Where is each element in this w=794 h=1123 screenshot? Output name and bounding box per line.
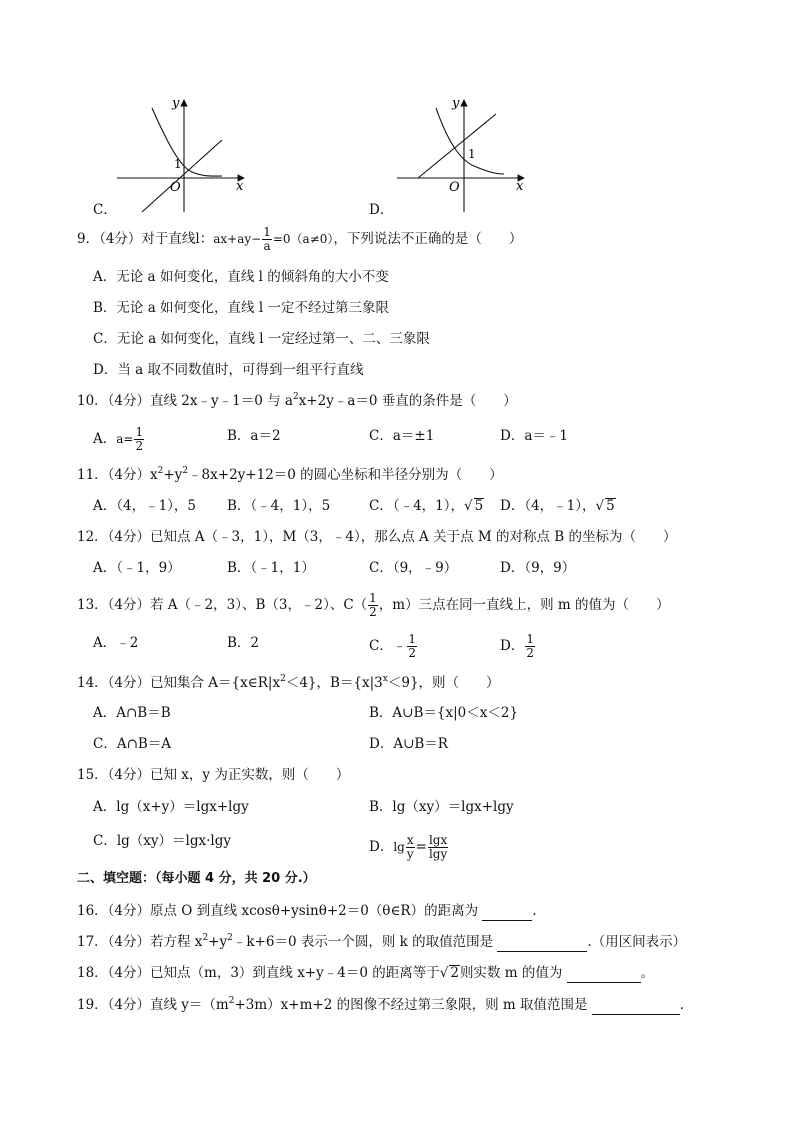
q19-stem-b: +3m）x+m+2 的图像不经过第三象限，则 m 取值范围是 bbox=[234, 997, 588, 1013]
origin-label: O bbox=[449, 180, 460, 195]
q11-option-d: D．（4，﹣1），√ 5 bbox=[500, 498, 615, 514]
q13-den: 2 bbox=[369, 605, 377, 619]
q19-stem-a: 19．（4分）直线 y＝（m bbox=[77, 997, 229, 1013]
q11-option-d-radicand: 5 bbox=[606, 498, 615, 514]
q13-option-d-frac bbox=[525, 633, 535, 660]
exponential-curve bbox=[436, 108, 504, 174]
q13-stem-b: ，m）三点在同一直线上，则 m 的值为（ ） bbox=[378, 597, 670, 613]
q19-end: ． bbox=[679, 997, 694, 1013]
q13-stem-a: 13．（4分）若 A（﹣2，3）、B（3，﹣2）、C（ bbox=[77, 597, 368, 613]
q13-d-den: 2 bbox=[526, 646, 534, 660]
q17-sup2: 2 bbox=[227, 933, 233, 943]
q10-option-a-pre: A． bbox=[93, 431, 117, 447]
q15-option-a: A．lg（x+y）＝lgx+lgy bbox=[93, 799, 249, 815]
q10-stem bbox=[77, 391, 517, 411]
q17-stem bbox=[77, 932, 686, 952]
one-label: 1 bbox=[468, 147, 476, 161]
q11-sup1: 2 bbox=[157, 466, 164, 476]
q18-end: 。 bbox=[640, 965, 655, 981]
q10-a-den: 2 bbox=[135, 439, 144, 453]
line bbox=[418, 114, 496, 178]
q9-option-c: C．无论 a 如何变化，直线 l 一定经过第一、二、三象限 bbox=[93, 331, 430, 347]
q10-sup: 2 bbox=[292, 392, 299, 402]
q9-stem-a: 9．（4分）对于直线l： bbox=[77, 231, 214, 247]
q14-option-a: A．A∩B＝B bbox=[93, 705, 171, 721]
q15-d-num1: x bbox=[406, 833, 414, 847]
q9-equation-b: =0（a≠0） bbox=[272, 232, 334, 246]
q11-option-b: B．（﹣4，1），5 bbox=[227, 498, 331, 514]
q14-stem-a: 14．（4分）已知集合 A＝{x∈R|x bbox=[77, 675, 281, 691]
q13-c-num: 1 bbox=[408, 632, 416, 646]
q16-answer-blank[interactable] bbox=[482, 906, 532, 921]
q15-option-d-eq: = bbox=[415, 839, 427, 855]
one-label: 1 bbox=[174, 157, 182, 171]
q19-sup: 2 bbox=[228, 996, 235, 1006]
q15-stem: 15．（4分）已知 x，y 为正实数，则（ ） bbox=[77, 767, 350, 783]
q10-a-num: 1 bbox=[135, 425, 144, 439]
q10-stem-b: x+2y﹣a＝0 垂直的条件是（ ） bbox=[298, 393, 517, 409]
q14-sup2: x bbox=[382, 674, 388, 684]
q16-end: ． bbox=[532, 903, 546, 919]
q14-stem-c: ＜9}，则（ ） bbox=[387, 675, 500, 691]
q8-option-c-label: C． bbox=[93, 202, 117, 218]
q15-option-c: C．lg（xy）＝lgx·lgy bbox=[93, 833, 231, 849]
q17-sup1: 2 bbox=[202, 933, 209, 943]
q13-option-c bbox=[369, 633, 418, 660]
y-label: y bbox=[172, 96, 180, 111]
q18-radicand: 2 bbox=[450, 965, 459, 981]
q11-stem-a: 11．（4分）x bbox=[77, 467, 158, 483]
q9-option-a: A．无论 a 如何变化，直线 l 的倾斜角的大小不变 bbox=[93, 269, 389, 285]
q17-stem-a: 17．（4分）若方程 x bbox=[77, 934, 203, 950]
q10-option-a-var: a= bbox=[116, 432, 134, 446]
q13-option-d bbox=[500, 633, 536, 660]
q15-d-num2: lgx bbox=[428, 833, 448, 847]
q10-stem-a: 10．（4分）直线 2x﹣y﹣1＝0 与 a bbox=[77, 393, 293, 409]
q9-fraction bbox=[262, 226, 272, 253]
q13-c-den: 2 bbox=[408, 646, 416, 660]
q11-sup2: 2 bbox=[182, 466, 189, 476]
q9-option-b: B．无论 a 如何变化，直线 l 一定不经过第三象限 bbox=[93, 300, 389, 316]
q13-option-c-pre: C．﹣ bbox=[369, 638, 407, 654]
q17-answer-blank[interactable] bbox=[497, 937, 587, 952]
q12-option-d: D．（9，9） bbox=[500, 560, 576, 576]
origin-label: O bbox=[170, 180, 181, 195]
y-label: y bbox=[452, 96, 460, 111]
q11-option-c: C．（﹣4，1），√ 5 bbox=[369, 498, 484, 514]
q10-option-c: C．a＝±1 bbox=[369, 428, 435, 444]
q13-option-d-pre: D． bbox=[500, 638, 525, 654]
q12-stem: 12．（4分）已知点 A（﹣3，1），M（3，﹣4），那么点 A 关于点 M 的对称点 B 的坐标为（ ） bbox=[77, 529, 677, 545]
q8-option-d-label: D． bbox=[369, 202, 394, 218]
x-label: x bbox=[516, 179, 524, 194]
q9-stem bbox=[77, 226, 522, 253]
q13-fraction bbox=[368, 592, 378, 619]
q17-end: .（用区间表示） bbox=[587, 934, 687, 950]
q15-option-d-lg: lg bbox=[393, 840, 405, 854]
q17-stem-b: +y bbox=[208, 934, 228, 950]
q14-option-b: B．A∪B＝{x|0＜x＜2} bbox=[369, 705, 519, 721]
q18-stem-b: 则实数 m 的值为 bbox=[459, 965, 563, 981]
section-2-heading: 二、填空题：（每小题 4 分，共 20 分.） bbox=[77, 871, 316, 886]
q14-stem bbox=[77, 673, 500, 693]
x-label: x bbox=[236, 179, 244, 194]
q9-frac-num: 1 bbox=[263, 225, 271, 239]
q18-stem: 18．（4分）已知点（m，3）到直线 x+y﹣4＝0 的距离等于√ 2则实数 m 的值为 。 bbox=[77, 965, 655, 981]
q11-stem-b: +y bbox=[163, 467, 183, 483]
q14-sup1: 2 bbox=[280, 674, 286, 684]
q18-answer-blank[interactable] bbox=[567, 968, 641, 983]
q11-option-a: A．（4，﹣1），5 bbox=[93, 498, 197, 514]
q11-stem bbox=[77, 465, 503, 485]
q12-option-a: A．（﹣1，9） bbox=[93, 560, 181, 576]
q13-option-a: A．﹣2 bbox=[93, 635, 139, 651]
q9-option-d: D．当 a 取不同数值时，可得到一组平行直线 bbox=[93, 362, 364, 378]
q10-option-d: D．a＝﹣1 bbox=[500, 428, 568, 444]
q11-option-c-radicand: 5 bbox=[474, 498, 484, 514]
q13-stem bbox=[77, 592, 670, 619]
q15-d-den1: y bbox=[406, 847, 414, 861]
q14-stem-b: ＜4}，B＝{x|3 bbox=[285, 675, 383, 691]
q14-option-d: D．A∪B＝R bbox=[369, 736, 448, 752]
graph-option-d bbox=[392, 92, 532, 214]
q11-option-d-pre: D．（4，﹣1）， bbox=[500, 498, 596, 514]
exponential-curve bbox=[152, 108, 222, 176]
q12-option-b: B．（﹣1，1） bbox=[227, 560, 315, 576]
q19-stem bbox=[77, 995, 693, 1015]
q10-option-a-frac bbox=[134, 426, 144, 453]
q16-stem bbox=[77, 901, 546, 921]
q15-option-d bbox=[369, 834, 449, 861]
q13-d-num: 1 bbox=[526, 632, 534, 646]
q9-equation-a: ax+ay− bbox=[213, 232, 262, 246]
q18-stem-a: 18．（4分）已知点（m，3）到直线 x+y﹣4＝0 的距离等于 bbox=[77, 965, 440, 981]
q12-option-c: C．（9，﹣9） bbox=[369, 560, 458, 576]
q15-d-den2: lgy bbox=[428, 847, 448, 861]
q13-option-b: B．2 bbox=[227, 635, 260, 651]
q13-num: 1 bbox=[369, 591, 377, 605]
q9-frac-den: a bbox=[263, 239, 271, 253]
q15-option-d-pre: D． bbox=[369, 839, 394, 855]
q17-stem-c: ﹣k+6＝0 表示一个圆，则 k 的取值范围是 bbox=[232, 934, 494, 950]
q19-answer-blank[interactable] bbox=[592, 1000, 680, 1015]
q11-stem-c: ﹣8x+2y+12＝0 的圆心坐标和半径分别为（ ） bbox=[188, 467, 503, 483]
q10-option-a bbox=[93, 426, 145, 453]
graph-option-c bbox=[112, 92, 252, 214]
q14-option-c: C．A∩B＝A bbox=[93, 736, 172, 752]
q16-stem-text: 16．（4分）原点 O 到直线 xcosθ+ysinθ+2＝0（θ∈R）的距离为 bbox=[77, 903, 479, 919]
q13-option-c-frac bbox=[407, 633, 417, 660]
q10-option-b: B．a＝2 bbox=[227, 428, 281, 444]
q15-option-d-frac1 bbox=[406, 834, 415, 861]
q15-option-b: B．lg（xy）＝lgx+lgy bbox=[369, 799, 514, 815]
q9-stem-b: ，下列说法不正确的是（ ） bbox=[333, 231, 523, 247]
q11-option-c-pre: C．（﹣4，1）， bbox=[369, 498, 465, 514]
q15-option-d-frac2 bbox=[428, 834, 448, 861]
